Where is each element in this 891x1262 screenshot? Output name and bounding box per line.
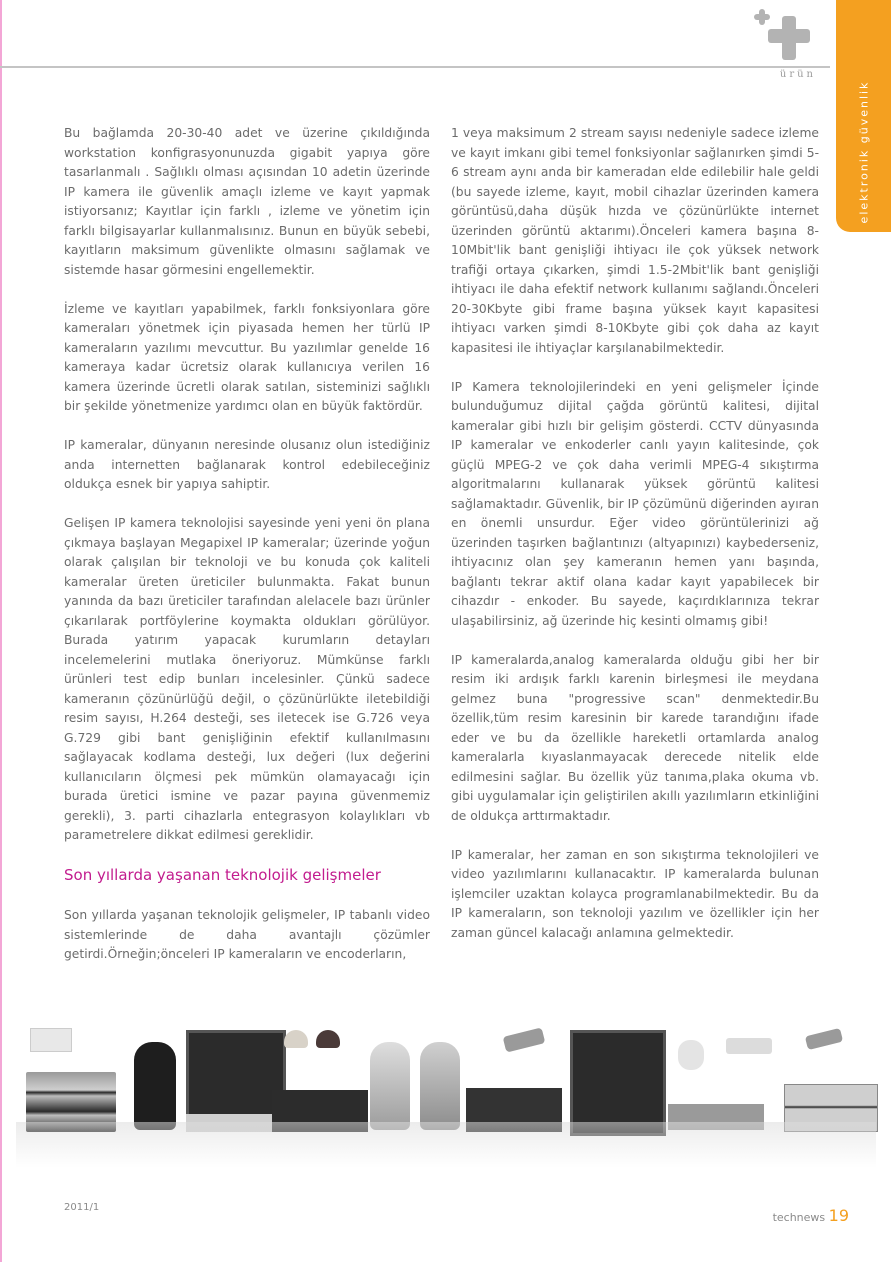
- page-number: 19: [828, 1206, 849, 1225]
- paragraph: IP kameralar, her zaman en son sıkıştırma teknolojileri ve video yazılımlarını kullanacaktır. IP kameralarda bulunan işlemciler uzaktan kolayca programlanabilmektedir. Bu da IP kameraların, son teknoloji yazılım ve özellikler için her zaman güncel kalacağı anlamına gelmektedir.: [451, 847, 819, 940]
- product-reflection: [16, 1122, 876, 1168]
- paragraph: 1 veya maksimum 2 stream sayısı nedeniyle sadece izleme ve kayıt imkanı gibi temel fonksiyonlar sağlanırken şimdi 5-6 stream aynı anda bir kameradan elde edilebilir hale geldi (bu sayede izleme, kayıt, mobil cihazlar üzerinden kamera görüntüsü,daha düşük hızda ve çözünürlükte internet üzerinden görüntü aktarımı).Önceleri kamera başına 8-10Mbit'lik bant genişliği ihtiyacı ile çok yüksek network trafiği ortaya çıkarken, şimdi 1.5-2Mbit'lik bant genişliği ihtiyacı ile daha efektif network kullanımı sağlandı.Önceleri 20-30Kbyte gibi frame başına yüksek kayıt kapasitesi ihtiyacı varken şimdi 8-10Kbyte gibi çok daha az kayıt kapasitesi ile ihtiyaçlar karşılanabilmektedir.: [451, 126, 819, 355]
- brand-name: technews: [772, 1211, 826, 1224]
- bullet-camera-image: [503, 1027, 546, 1052]
- bullet-camera-image: [805, 1028, 843, 1050]
- paragraph: Son yıllarda yaşanan teknolojik gelişmeler, IP tabanlı video sistemlerinde de daha avantajlı çözümler getirdi.Örneğin;önceleri IP kameraların ve encoderların,: [64, 908, 430, 961]
- ptz-camera-image: [370, 1042, 410, 1130]
- section-label: ürün: [779, 69, 816, 80]
- header-rule: [0, 66, 830, 68]
- monitor-image: [570, 1030, 666, 1136]
- side-tab: [836, 0, 891, 232]
- paragraph: Bu bağlamda 20-30-40 adet ve üzerine çıkıldığında workstation konfigrasyonunuzda gigabit yapıya göre tasarlanmalı . Sağlıklı olması açısından 10 adetin üzerinde IP kamera ile güvenlik amaçlı izleme ve kayıt yapmak istiyorsanız; Kayıtlar için farklı , izleme ve yönetim için farklı bilgisayarlar kullanmalısınız. Bunun en büyük sebebi, kayıtların maksimum güvenlikte olmasını sağlamak ve sistemde hasar görmesini engellemektir.: [64, 126, 430, 277]
- product-photo: [16, 1018, 876, 1168]
- paragraph: IP kameralarda,analog kameralarda olduğu gibi her bir resim iki ardışık farklı karenin birleşmesi ile meydana gelmez buna "progressive scan" denmektedir.Bu özellik,tüm resim karesinin bir karede tarandığını ifade eder ve bu da özellikle hareketli ortamlarda analog kameralarla kıyaslanmayacak derecede nitelik elde edilmesini sağlar. Bu özellik yüz tanıma,plaka okuma vb. gibi uygulamalar için geliştirilen akıllı yazılımların etkinliğini de oldukça arttırmaktadır.: [451, 652, 819, 823]
- paragraph: IP kameralar, dünyanın neresinde olusanız olun istediğiniz anda internetten bağlanarak kontrol edebileceğiniz oldukça esnek bir yapıya sahiptir.: [64, 438, 430, 491]
- right-column: [451, 124, 819, 963]
- ptz-camera-image: [420, 1042, 460, 1130]
- display-unit-image: [30, 1028, 72, 1052]
- left-column: [64, 124, 430, 984]
- outdoor-ptz-image: [726, 1038, 772, 1054]
- section-heading: Son yıllarda yaşanan teknolojik gelişmeler: [64, 866, 381, 884]
- page-edge-stripe: [0, 0, 2, 1262]
- footer-brand: [773, 1206, 849, 1225]
- paragraph: Gelişen IP kamera teknolojisi sayesinde yeni yeni ön plana çıkmaya başlayan Megapixel IP kameralar; üzerinde yoğun olarak çalışılan bir teknoloji ve bu konuda çok kaliteli kameralar üreten üreticiler bulunmakta. Fakat bunun yanında da bazı üreticiler tarafından alelacele bazı ürünler çıkarılarak portföylerine koymakta oldukları görülüyor. Burada yatırım yapacak kurumların detayları incelemelerini mutlaka öneriyoruz. Mümkünse farklı ürünleri test edip bunları incelesinler. Çünkü sadece kameranın çözünürlüğü değil, o çözünürlükte iletebildiği resim sayısı, H.264 desteği, ses iletecek ise G.726 veya G.729 gibi bant genişliğinin efektif kullanılmasını sağlayacak kodlama desteği, lux değeri (lux değerini kullanıcıların ölçmesi pek mümkün olamayacağı için burada üretici ismine ve pazar payına güvenmemiz gerekli), 3. parti cihazlarla entegrasyon kolaylıkları vb parametrelere dikkat edilmesi gereklidir.: [64, 516, 430, 842]
- paragraph: İzleme ve kayıtları yapabilmek, farklı fonksiyonlara göre kameraları yönetmek için piyasada hemen her türlü IP kameraların yazılımı mevcuttur. Bu yazılımlar genelde 16 kameraya kadar ücretsiz olarak kullanıcıya verilen 16 kamera üzerinde ücretli olarak satılan, sisteminizi sağlıklı bir şekilde yönetmenize yardımcı olan en büyük faktördür.: [64, 301, 430, 413]
- paragraph: IP Kamera teknolojilerindeki en yeni gelişmeler İçinde bulunduğumuz dijital çağda görüntü kalitesi, dijital kameralar gibi hızlı bir gelişim gösterdi. CCTV dünyasında IP kameralar ve enkoderler canlı yayın kalitesinde, çok güçlü MPEG-2 ve çok daha verimli MPEG-4 sıkıştırma algoritmalarını kullanarak yüksek görüntü kalitesi sağlamaktadır. Güvenlik, bir IP çözümünü diğerinden ayıran en önemli unsurdur. Eğer video görüntülerinizi ağ üzerinden taşırken bağlantınızı (altyapınızı) kaybederseniz, ihtiyacınız olan şey kameranın hemen yanı başında, bağlantı tekrar aktif olana kadar kayıt yapabilecek bir cihazdır - enkoder. Bu sayede, kaçırdıklarınıza tekrar ulaşabilirsiniz, ağ üzerinde hiç kesinti olmamış gibi!: [451, 379, 819, 628]
- issue-number: 2011/1: [64, 1202, 100, 1213]
- dome-camera-image: [284, 1030, 308, 1048]
- speed-dome-image: [678, 1040, 704, 1070]
- plus-icon: [748, 6, 818, 62]
- ptz-camera-image: [134, 1042, 176, 1130]
- side-tab-label: elektronik güvenlik: [857, 80, 870, 224]
- dome-camera-image: [316, 1030, 340, 1048]
- monitor-image: [186, 1030, 286, 1126]
